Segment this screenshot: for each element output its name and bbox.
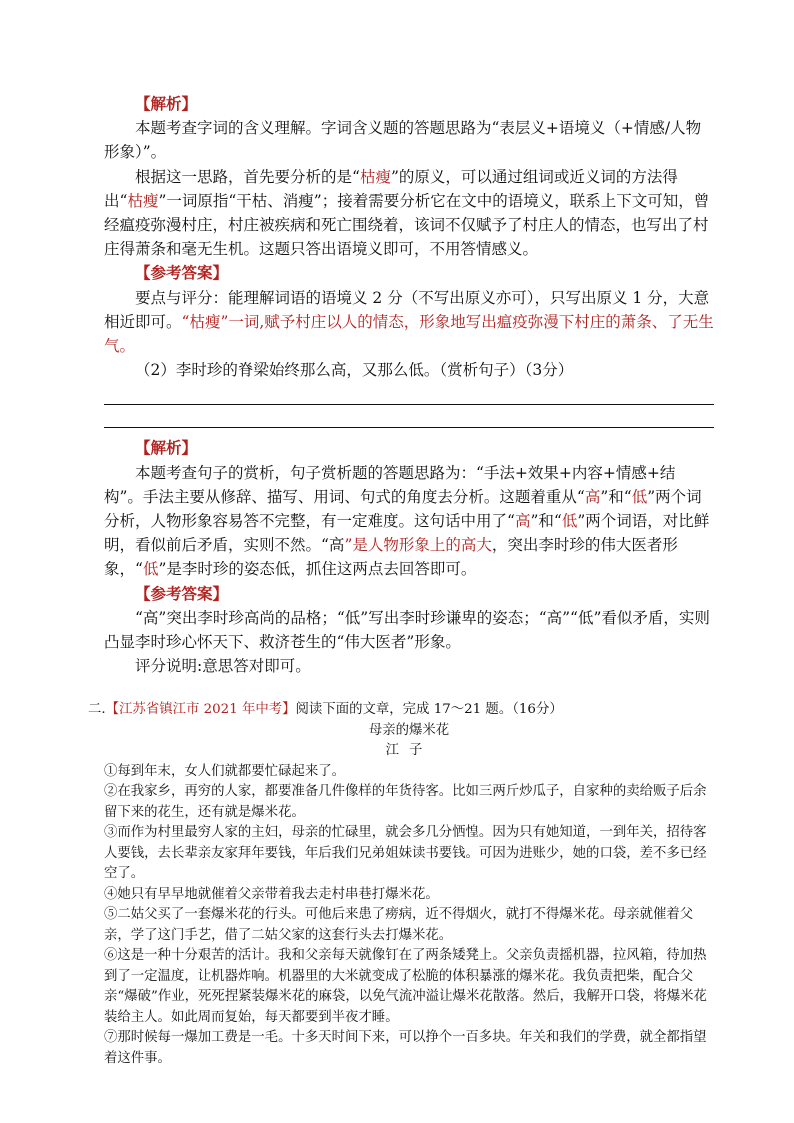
scoring-note: 评分说明:意思答对即可。 bbox=[135, 657, 311, 676]
article-paragraph: ⑥这是一种十分艰苦的活计。我和父亲每天就像钉在了两条矮凳上。父亲负责摇机器，拉风箱，待加热到了一定温度，让机器炸响。机器里的大米就变成了松脆的体积暴涨的爆米花。我负责把柴，配合父亲“爆破”作业，死死捏紧装爆米花的麻袋，以免气流冲溢让爆米花散落。然后，我解开口袋，将爆米花装给主人。如此周而复始，每天都要到半夜才睡。 bbox=[104, 948, 707, 1025]
article-paragraph: ②在我家乡，再穷的人家，都要准备几件像样的年货待客。比如三两斤炒瓜子，自家种的卖给贩子后余留下来的花生，还有就是爆米花。 bbox=[104, 784, 707, 820]
article-paragraph: ⑤二姑父买了一套爆米花的行头。可他后来患了痨病，近不得烟火，就打不得爆米花。母亲就催着父亲，学了这门手艺，借了二姑父家的这套行头去打爆米花。 bbox=[104, 907, 694, 943]
answer-line bbox=[104, 382, 714, 405]
analysis-header: 【解析】 bbox=[135, 94, 198, 113]
analysis-header: 【解析】 bbox=[135, 438, 198, 458]
article-paragraph: ④她只有早早地就催着父亲带着我去走村串巷打爆米花。 bbox=[104, 886, 439, 902]
question-text: （2）李时珍的脊梁始终那么高，又那么低。（赏析句子）（3分） bbox=[135, 361, 574, 380]
analysis-paragraph: 根据这一思路，首先要分析的是“枯瘦”的原义，可以通过组词或近义词的方法得出“枯瘦”一词原指“干枯、消瘦”；接着需要分析它在文中的语境义，联系上下文可知，曾经瘟疫弥漫村庄，村庄被疾病和死亡围绕着，该词不仅赋予了村庄人的情态，也写出了村庄得萧条和毫无生机。这题只答出语境义即可，不用答情感义。 bbox=[104, 167, 710, 259]
answer-line bbox=[104, 405, 714, 428]
answer-header: 【参考答案】 bbox=[135, 583, 229, 603]
reading-section bbox=[88, 700, 714, 1069]
answer-section bbox=[104, 92, 714, 678]
analysis-paragraph: 本题考查字词的含义理解。字词含义题的答题思路为“表层义+语境义（+情感/人物形象）”。 bbox=[104, 119, 702, 162]
question-intro: 二.【江苏省镇江市 2021 年中考】阅读下面的文章，完成 17～21 题。（16分） bbox=[88, 702, 563, 717]
answer-paragraph: “高”突出李时珍高尚的品格；“低”写出李时珍谦卑的姿态；“高”“低”看似矛盾，实则凸显李时珍心怀天下、救济苍生的“伟大医者”形象。 bbox=[104, 608, 710, 652]
analysis-paragraph: 本题考查句子的赏析，句子赏析题的答题思路为：“手法+效果+内容+情感+结构”。手法主要从修辞、描写、用词、句式的角度去分析。这题着重从“高”和“低”两个词分析，人物形象容易答不完整，有一定难度。这句话中用了“高”和“低”两个词语，对比鲜明，看似前后矛盾，实则不然。“高”是人物形象上的高大，突出李时珍的伟大医者形象，“低”是李时珍的姿态低，抓住这两点去回答即可。 bbox=[104, 463, 710, 579]
article-paragraph: ③而作为村里最穷人家的主妇，母亲的忙碌里，就会多几分恓惶。因为只有她知道，一到年关，招待客人要钱，去长辈亲友家拜年要钱，年后我们兄弟姐妹读书要钱。可因为进账少，她的口袋，差不多已经空了。 bbox=[104, 825, 707, 881]
article-paragraph: ⑦那时候每一爆加工费是一毛。十多天时间下来，可以挣个一百多块。年关和我们的学费，就全都指望着这件事。 bbox=[104, 1030, 707, 1066]
answer-header: 【参考答案】 bbox=[135, 263, 229, 283]
article-paragraph: ①每到年末，女人们就都要忙碌起来了。 bbox=[104, 763, 346, 779]
article-author: 江子 bbox=[385, 743, 433, 758]
article-title: 母亲的爆米花 bbox=[368, 722, 450, 738]
answer-paragraph: 要点与评分：能理解词语的语境义 2 分（不写出原义亦可），只写出原义 1 分，大意相近即可。“枯瘦”一词,赋予村庄以人的情态，形象地写出瘟疫弥漫下村庄的萧条、了无生气。 bbox=[104, 288, 714, 356]
